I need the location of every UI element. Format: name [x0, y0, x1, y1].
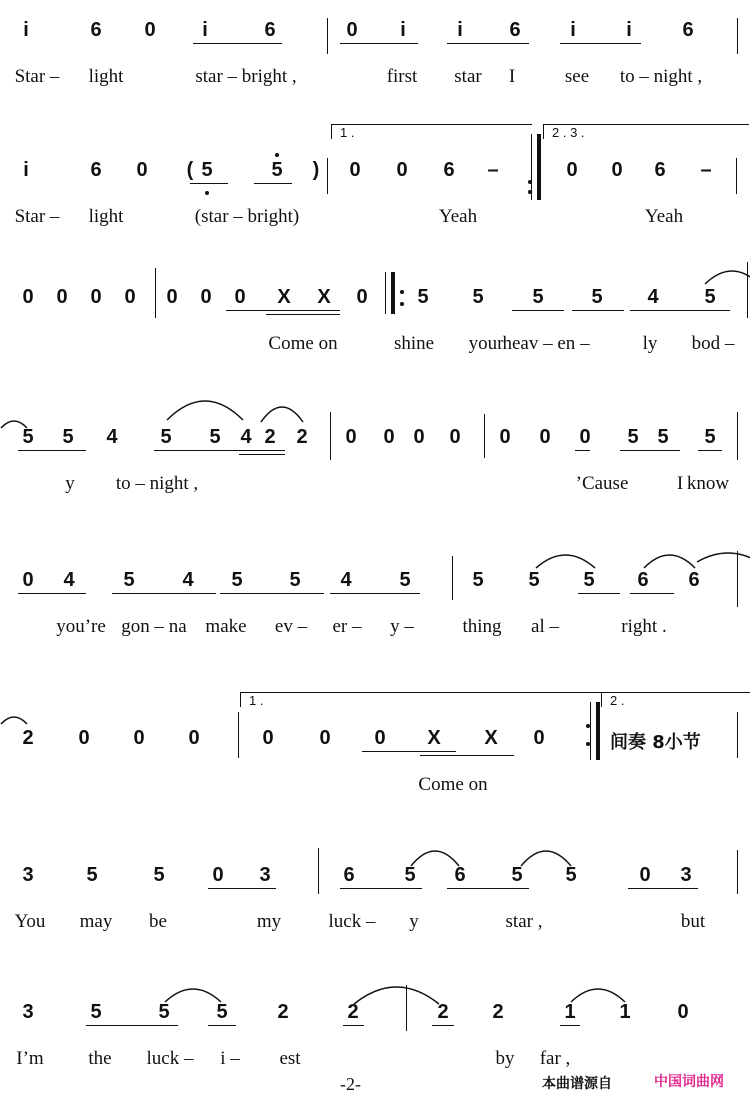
note: 6 [264, 19, 276, 41]
note: X [427, 727, 441, 749]
note: 0 [78, 727, 90, 749]
duration-underline [193, 43, 282, 44]
note: 2 [492, 1001, 504, 1023]
octave-dot [205, 191, 209, 195]
note: 5 [417, 286, 429, 308]
lyric: Yeah [644, 206, 684, 227]
lyric: bod – [691, 333, 735, 354]
note: X [484, 727, 498, 749]
duration-underline [698, 450, 722, 451]
note: 0 [133, 727, 145, 749]
lyric: I’m [16, 1048, 44, 1069]
note: 0 [566, 159, 578, 181]
duration-underline [266, 314, 340, 315]
slur-arc [643, 552, 696, 570]
duration-underline [18, 450, 86, 451]
note: 4 [106, 426, 118, 448]
lyric: you’re [56, 616, 106, 637]
note: 1 [619, 1001, 631, 1023]
duration-underline [578, 593, 620, 594]
duration-underline [208, 1025, 236, 1026]
note: 4 [340, 569, 352, 591]
note: 0 [319, 727, 331, 749]
note: 0 [349, 159, 361, 181]
note: i [23, 159, 29, 181]
note: 3 [22, 864, 34, 886]
note: 0 [166, 286, 178, 308]
duration-underline [226, 310, 340, 311]
source-text: 本曲谱源自 [542, 1076, 612, 1092]
lyric: light [88, 66, 124, 87]
lyric: Come on [418, 774, 488, 795]
duration-underline [572, 310, 624, 311]
bar-line [737, 712, 738, 758]
lyric: y [409, 911, 419, 932]
lyric: star , [505, 911, 543, 932]
note: 5 [627, 426, 639, 448]
note: 2 [437, 1001, 449, 1023]
note: 5 [153, 864, 165, 886]
lyric: your [468, 333, 504, 354]
duration-underline [630, 310, 730, 311]
note: 6 [443, 159, 455, 181]
note: 4 [182, 569, 194, 591]
bar-line [484, 414, 485, 458]
volta-label: 1 . [249, 693, 264, 708]
note: 2 [264, 426, 276, 448]
bar-line [327, 158, 328, 194]
lyric: know [686, 473, 730, 494]
note: 6 [654, 159, 666, 181]
bar-line [737, 850, 738, 894]
note: – [487, 159, 499, 181]
duration-underline [420, 755, 514, 756]
note: 0 [345, 426, 357, 448]
note: 0 [56, 286, 68, 308]
lyric: star – bright , [195, 66, 297, 87]
note: 5 [158, 1001, 170, 1023]
repeat-dot [586, 724, 590, 728]
lyric: ’Cause [575, 473, 629, 494]
note: X [277, 286, 291, 308]
duration-underline [432, 1025, 454, 1026]
note: 5 [62, 426, 74, 448]
note: 0 [533, 727, 545, 749]
note: 1 [564, 1001, 576, 1023]
note: 0 [499, 426, 511, 448]
page-number: -2- [340, 1074, 361, 1094]
note: 5 [404, 864, 416, 886]
lyric: star [454, 66, 482, 87]
lyric: ev – [274, 616, 308, 637]
lyric: to – night , [115, 473, 199, 494]
note: 0 [188, 727, 200, 749]
note: 0 [90, 286, 102, 308]
note: i [570, 19, 576, 41]
note: 2 [347, 1001, 359, 1023]
lyric: al – [531, 616, 559, 637]
duration-underline [343, 1025, 364, 1026]
note: ( [186, 159, 194, 181]
note: 0 [396, 159, 408, 181]
duration-underline [447, 888, 529, 889]
volta-bracket [240, 692, 601, 707]
slur-arc [696, 550, 750, 564]
lyric: thing [462, 616, 502, 637]
note: 5 [271, 159, 283, 181]
duration-underline [208, 888, 276, 889]
note: 0 [356, 286, 368, 308]
duration-underline [575, 450, 590, 451]
note: 6 [688, 569, 700, 591]
lyric: heav – en – [502, 333, 590, 354]
lyric: see [564, 66, 590, 87]
note: i [457, 19, 463, 41]
duration-underline [560, 43, 641, 44]
duration-underline [628, 888, 698, 889]
note: 6 [637, 569, 649, 591]
lyric: ly [642, 333, 658, 354]
duration-underline [86, 1025, 178, 1026]
duration-underline [630, 593, 674, 594]
lyric: est [279, 1048, 301, 1069]
note: 0 [22, 569, 34, 591]
lyric: light [88, 206, 124, 227]
note: 5 [216, 1001, 228, 1023]
repeat-dot [400, 290, 404, 294]
bar-line [327, 18, 328, 54]
note: 0 [200, 286, 212, 308]
slur-arc [164, 986, 222, 1004]
note: 4 [240, 426, 252, 448]
slur-arc [410, 848, 460, 868]
volta-label: 1 . [340, 125, 355, 140]
bar-line [155, 268, 156, 318]
duration-underline [560, 1025, 580, 1026]
volta-label: 2 . 3 . [552, 125, 585, 140]
duration-underline [112, 593, 216, 594]
duration-underline [18, 593, 86, 594]
lyric: (star – bright) [194, 206, 300, 227]
lyric: luck – [146, 1048, 194, 1069]
repeat-bar-line-thin [590, 702, 591, 760]
note: 0 [374, 727, 386, 749]
note: 5 [86, 864, 98, 886]
note: i [400, 19, 406, 41]
note: 0 [136, 159, 148, 181]
note: 5 [231, 569, 243, 591]
note: 5 [472, 286, 484, 308]
slur-arc [353, 984, 440, 1006]
duration-underline [447, 43, 529, 44]
bar-line [330, 412, 331, 460]
interlude-text: 间奏 8小节 [610, 732, 701, 753]
lyric: to – night , [619, 66, 703, 87]
note: ) [312, 159, 320, 181]
note: – [700, 159, 712, 181]
note: 5 [704, 426, 716, 448]
note: 5 [209, 426, 221, 448]
lyric: but [680, 911, 706, 932]
duration-underline [362, 751, 456, 752]
lyric: I [676, 473, 684, 494]
lyric: may [79, 911, 113, 932]
repeat-dot [586, 742, 590, 746]
note: 5 [201, 159, 213, 181]
note: 5 [472, 569, 484, 591]
note: 5 [90, 1001, 102, 1023]
octave-dot [275, 153, 279, 157]
duration-underline [254, 183, 292, 184]
bar-line [736, 158, 737, 194]
slur-arc [704, 268, 750, 286]
repeat-bar-line [537, 134, 541, 200]
note: 5 [22, 426, 34, 448]
lyric: make [205, 616, 247, 637]
note: 5 [704, 286, 716, 308]
note: 5 [657, 426, 669, 448]
volta-label: 2 . [610, 693, 625, 708]
volta-bracket [543, 124, 749, 139]
bar-line [238, 712, 239, 758]
lyric: be [149, 911, 167, 932]
lyric: first [386, 66, 418, 87]
note: 0 [639, 864, 651, 886]
note: i [23, 19, 29, 41]
note: 4 [63, 569, 75, 591]
duration-underline [340, 43, 418, 44]
note: 0 [22, 286, 34, 308]
lyric: luck – [328, 911, 376, 932]
note: 0 [346, 19, 358, 41]
note: 6 [454, 864, 466, 886]
lyric: gon – na [121, 616, 187, 637]
note: 0 [144, 19, 156, 41]
note: 5 [399, 569, 411, 591]
note: 6 [90, 159, 102, 181]
repeat-bar-line [391, 272, 395, 314]
note: 5 [123, 569, 135, 591]
note: 2 [277, 1001, 289, 1023]
slur-arc [0, 418, 28, 430]
note: 5 [532, 286, 544, 308]
lyric: shine [393, 333, 435, 354]
repeat-dot [400, 302, 404, 306]
note: 0 [124, 286, 136, 308]
note: 6 [90, 19, 102, 41]
note: 2 [296, 426, 308, 448]
bar-line [737, 412, 738, 460]
lyric: er – [332, 616, 362, 637]
note: 5 [160, 426, 172, 448]
volta-bracket [601, 692, 750, 707]
duration-underline [220, 593, 324, 594]
lyric: Yeah [438, 206, 478, 227]
note: 3 [259, 864, 271, 886]
note: 5 [289, 569, 301, 591]
repeat-dot [528, 180, 532, 184]
lyric: my [256, 911, 282, 932]
lyric: y – [390, 616, 414, 637]
lyric: far , [539, 1048, 571, 1069]
note: 6 [682, 19, 694, 41]
duration-underline [512, 310, 564, 311]
repeat-dot [528, 190, 532, 194]
note: 3 [22, 1001, 34, 1023]
note: 0 [234, 286, 246, 308]
lyric: Star – [14, 66, 60, 87]
volta-bracket [331, 124, 532, 139]
duration-underline [190, 183, 228, 184]
slur-arc [0, 714, 28, 726]
note: i [626, 19, 632, 41]
note: 2 [22, 727, 34, 749]
duration-underline [620, 450, 680, 451]
note: 0 [262, 727, 274, 749]
slur-arc [535, 552, 596, 570]
duration-underline [340, 888, 422, 889]
note: 6 [509, 19, 521, 41]
duration-underline [330, 593, 420, 594]
lyric: y [65, 473, 75, 494]
duration-underline [239, 454, 285, 455]
lyric: i – [220, 1048, 240, 1069]
lyric: the [88, 1048, 112, 1069]
note: 0 [539, 426, 551, 448]
note: 0 [449, 426, 461, 448]
lyric: Come on [268, 333, 338, 354]
repeat-bar-line-thin [385, 272, 386, 314]
note: 5 [511, 864, 523, 886]
note: X [317, 286, 331, 308]
note: 0 [383, 426, 395, 448]
note: 0 [579, 426, 591, 448]
bar-line [737, 18, 738, 54]
note: 5 [528, 569, 540, 591]
note: 6 [343, 864, 355, 886]
lyric: I [508, 66, 516, 87]
lyric: by [495, 1048, 515, 1069]
lyric: Star – [14, 206, 60, 227]
note: 5 [583, 569, 595, 591]
note: 0 [413, 426, 425, 448]
slur-arc [570, 986, 626, 1004]
bar-line [318, 848, 319, 894]
lyric: You [14, 911, 46, 932]
note: 5 [591, 286, 603, 308]
slur-arc [166, 398, 244, 422]
note: 0 [212, 864, 224, 886]
duration-underline [205, 450, 285, 451]
source-site: 中国词曲网 [654, 1074, 724, 1090]
note: i [202, 19, 208, 41]
note: 0 [611, 159, 623, 181]
note: 0 [677, 1001, 689, 1023]
bar-line [452, 556, 453, 600]
lyric: right . [621, 616, 667, 637]
repeat-bar-line [596, 702, 600, 760]
slur-arc [520, 848, 572, 868]
slur-arc [260, 404, 304, 424]
note: 5 [565, 864, 577, 886]
note: 3 [680, 864, 692, 886]
note: 4 [647, 286, 659, 308]
